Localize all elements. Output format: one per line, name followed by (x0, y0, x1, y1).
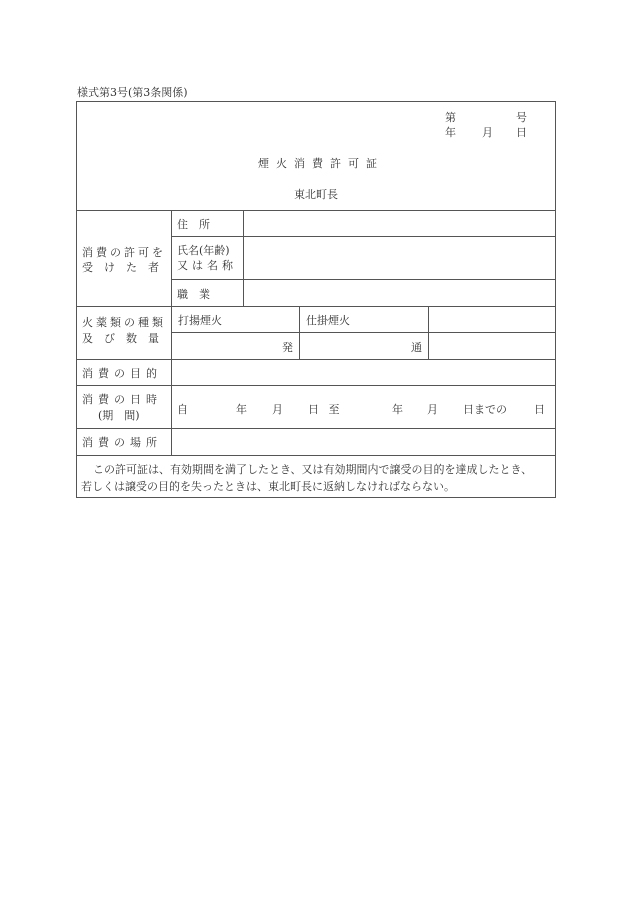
divider (171, 236, 556, 237)
divider (428, 306, 429, 359)
to-month-label: 月 (427, 403, 438, 416)
note-line1: この許可証は、有効期間を満了したとき、又は有効期間内で譲受の目的を達成したとき、 (93, 463, 533, 476)
number-suffix: 号 (516, 111, 527, 124)
issuer: 東北町長 (294, 188, 338, 201)
number-prefix: 第 (445, 111, 456, 124)
document-title: 煙火消費許可証 (258, 157, 384, 170)
set-piece-fireworks-unit: 通 (411, 341, 422, 354)
address-field[interactable] (248, 216, 548, 232)
to-year-label: 年 (392, 403, 403, 416)
purpose-field[interactable] (177, 365, 547, 381)
name-label-line2: 又は名称 (177, 259, 237, 272)
to-day-until-label: 日までの (463, 403, 507, 416)
date-month-label: 月 (482, 126, 493, 139)
from-month-label: 月 (272, 403, 283, 416)
divider (171, 279, 556, 280)
fireworks-label-line2: 及 び 数 量 (82, 332, 159, 345)
datetime-label-line1: 消費の日時 (82, 393, 162, 406)
name-label-line1: 氏名(年齢) (177, 244, 230, 257)
divider (171, 210, 172, 455)
other-fireworks-field[interactable] (432, 312, 552, 328)
other-fireworks-quantity-field[interactable] (432, 339, 552, 355)
aerial-fireworks-label: 打揚煙火 (178, 314, 222, 327)
date-year-label: 年 (445, 126, 456, 139)
fireworks-label-line1: 火薬類の種類 (82, 316, 166, 329)
aerial-fireworks-unit: 発 (282, 341, 293, 354)
set-piece-fireworks-label: 仕掛煙火 (306, 314, 350, 327)
occupation-field[interactable] (248, 286, 548, 302)
divider (76, 306, 556, 307)
purpose-label: 消費の目的 (82, 367, 162, 380)
from-year-label: 年 (236, 403, 247, 416)
divider (171, 332, 556, 333)
from-label: 自 (177, 403, 188, 416)
occupation-label: 職 業 (177, 288, 210, 301)
from-day-to-label: 日 至 (308, 403, 340, 416)
form-caption: 様式第3号(第3条関係) (77, 86, 188, 99)
place-label: 消費の場所 (82, 436, 162, 449)
divider (299, 306, 300, 359)
permit-holder-label-line1: 消費の許可を (82, 246, 166, 259)
permit-holder-label-line2: 受 け た 者 (82, 261, 159, 274)
datetime-label-line2: (期 間) (98, 409, 140, 422)
note-line2: 若しくは譲受の目的を失ったときは、東北町長に返納しなければならない。 (81, 480, 455, 493)
divider (76, 428, 556, 429)
divider (76, 359, 556, 360)
divider (76, 210, 556, 211)
divider (243, 210, 244, 306)
address-label: 住 所 (177, 218, 210, 231)
name-field[interactable] (248, 250, 548, 266)
divider (76, 455, 556, 456)
divider (76, 385, 556, 386)
date-day-label: 日 (516, 126, 527, 139)
place-field[interactable] (177, 434, 547, 450)
days-label: 日 (534, 403, 545, 416)
